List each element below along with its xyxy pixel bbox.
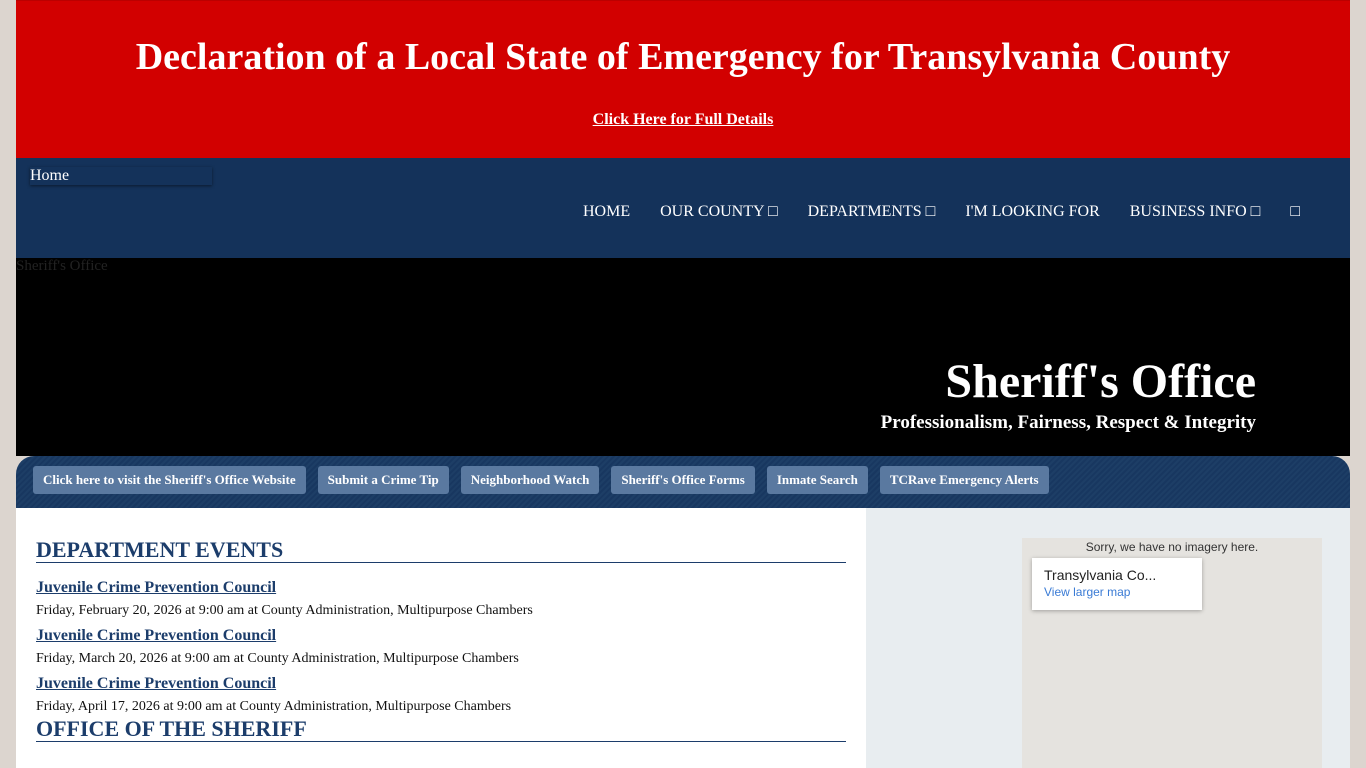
hero-title: Sheriff's Office xyxy=(945,355,1256,408)
main-nav xyxy=(16,158,1350,258)
sidebar xyxy=(866,508,1350,768)
forms-button[interactable]: Sheriff's Office Forms xyxy=(611,466,754,494)
nav-departments[interactable]: DEPARTMENTS □ xyxy=(807,203,936,220)
nav-business-info[interactable]: BUSINESS INFO □ xyxy=(1129,203,1261,220)
event-link[interactable]: Juvenile Crime Prevention Council xyxy=(36,627,277,644)
full-details-link[interactable]: Click Here for Full Details xyxy=(592,111,774,128)
map-embed[interactable] xyxy=(1022,538,1322,768)
main-content xyxy=(16,508,866,768)
emergency-title: Declaration of a Local State of Emergency for Transylvania County xyxy=(135,36,1231,78)
event-detail: Friday, March 20, 2026 at 9:00 am at County Administration, Multipurpose Chambers xyxy=(36,651,519,666)
event-link[interactable]: Juvenile Crime Prevention Council xyxy=(36,579,277,596)
view-larger-map-link[interactable]: View larger map xyxy=(1044,585,1131,599)
home-logo[interactable]: Home xyxy=(30,167,212,185)
event-link[interactable]: Juvenile Crime Prevention Council xyxy=(36,675,277,692)
event-detail: Friday, February 20, 2026 at 9:00 am at County Administration, Multipurpose Chambers xyxy=(36,603,533,618)
nav-our-county[interactable]: OUR COUNTY □ xyxy=(660,203,778,220)
hero-image: Sheriff's Office xyxy=(16,258,108,274)
crime-tip-button[interactable]: Submit a Crime Tip xyxy=(318,466,449,494)
emergency-alerts-button[interactable]: TCRave Emergency Alerts xyxy=(880,466,1049,494)
office-heading: OFFICE OF THE SHERIFF xyxy=(36,717,846,742)
hero xyxy=(16,258,1350,456)
nav-home[interactable]: HOME xyxy=(583,203,631,220)
hero-tagline: Professionalism, Fairness, Respect & Integrity xyxy=(880,412,1256,433)
search-icon[interactable]: □ xyxy=(1290,203,1300,220)
inmate-search-button[interactable]: Inmate Search xyxy=(767,466,868,494)
emergency-banner xyxy=(16,0,1350,158)
no-imagery-text: Sorry, we have no imagery here. xyxy=(1085,540,1259,554)
neighborhood-watch-button[interactable]: Neighborhood Watch xyxy=(461,466,600,494)
quick-links xyxy=(16,456,1350,508)
sheriff-website-button[interactable]: Click here to visit the Sheriff's Office Website xyxy=(33,466,306,494)
map-place-name: Transylvania Co... xyxy=(1044,567,1157,583)
event-detail: Friday, April 17, 2026 at 9:00 am at County Administration, Multipurpose Chambers xyxy=(36,699,512,714)
events-heading: DEPARTMENT EVENTS xyxy=(36,538,846,563)
nav-looking-for[interactable]: I'M LOOKING FOR xyxy=(965,203,1100,220)
map-info-card xyxy=(1032,558,1202,610)
